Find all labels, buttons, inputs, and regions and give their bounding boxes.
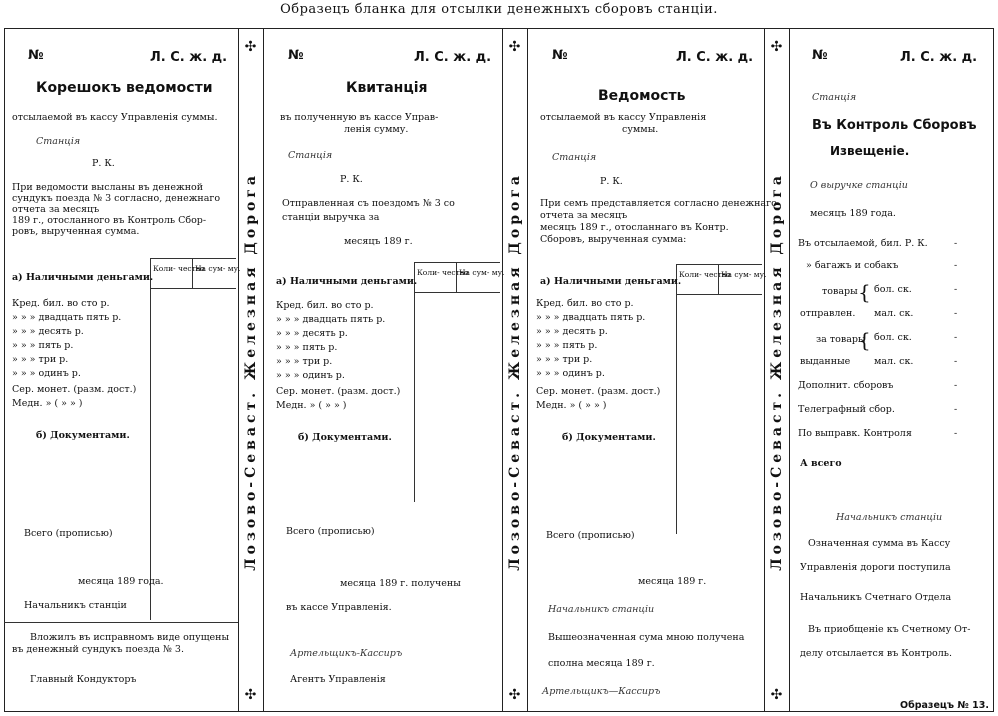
cash-label: а) Наличными деньгами. <box>276 276 418 287</box>
coin-row: Сер. монет. (разм. дост.) <box>536 386 661 397</box>
brace-icon: { <box>858 328 871 352</box>
cash-row: » » » пять р. <box>12 340 74 351</box>
date-line: месяца 189 года. <box>78 576 164 587</box>
cash-label: а) Наличными деньгами. <box>12 272 154 283</box>
dash: - <box>954 260 958 271</box>
ornament-icon: ✣ <box>770 39 783 55</box>
brace-icon: { <box>858 280 871 304</box>
notice-subitem: мал. ск. <box>874 308 914 319</box>
note-line: Управленія дороги поступила <box>800 562 951 573</box>
receipt-line: Вложилъ въ исправномъ виде опущены <box>30 632 230 643</box>
cash-row: » » » одинъ р. <box>536 368 605 379</box>
section-heading: Ведомость <box>598 88 686 104</box>
dash: - <box>954 380 958 391</box>
cash-row: » » » три р. <box>536 354 593 365</box>
cash-row: » » » три р. <box>276 356 333 367</box>
body-line: отчета за месяцъ <box>540 210 628 221</box>
road-band-2 <box>502 28 527 712</box>
cash-row: » » » десять р. <box>276 328 348 339</box>
number-label: № <box>552 48 568 63</box>
cash-row: » » » десять р. <box>536 326 608 337</box>
table-rule <box>676 294 762 295</box>
cash-row: » » » три р. <box>12 354 69 365</box>
divider <box>263 28 264 712</box>
section-subtitle: суммы. <box>622 124 659 135</box>
cash-row: Кред. бил. во сто р. <box>12 298 110 309</box>
coin-row: Медн. » ( » » ) <box>276 400 347 411</box>
ornament-icon: ✣ <box>244 39 257 55</box>
notice-item: Телеграфный сбор. <box>798 404 895 415</box>
rubles-kopecks: Р. К. <box>340 174 363 185</box>
road-abbrev: Л. С. ж. д. <box>900 50 978 65</box>
count-header: Коли- чество <box>153 264 205 273</box>
body-line: месяцъ 189 года. <box>810 208 896 219</box>
body-line: сундукъ поезда № 3 согласно, денежнаго <box>12 193 221 204</box>
table-rule <box>414 262 500 263</box>
cash-row: » » » десять р. <box>12 326 84 337</box>
station-field[interactable]: Станція <box>812 92 857 103</box>
table-rule <box>150 258 151 620</box>
notice-item: товары <box>822 286 858 297</box>
date-line: месяца 189 г. получены <box>340 578 461 589</box>
notice-item: » багажъ и собакъ <box>806 260 899 271</box>
body-line: При ведомости высланы въ денежной <box>12 182 204 193</box>
table-rule <box>676 264 762 265</box>
section-subtitle: ленія сумму. <box>344 124 409 135</box>
cashier-signature: Артельщикъ—Кассиръ <box>542 686 661 697</box>
notice-item: за товары <box>816 334 866 345</box>
coin-row: Сер. монет. (разм. дост.) <box>276 386 401 397</box>
section-heading: Корешокъ ведомости <box>36 80 213 96</box>
body-line: При семъ представляется согласно денежнаго <box>540 198 777 209</box>
form-number: Образецъ № 13. <box>900 700 989 711</box>
count-header: Коли- чество <box>417 268 469 277</box>
notice-subitem: мал. ск. <box>874 356 914 367</box>
table-rule <box>150 258 236 259</box>
notice-subitem: бол. ск. <box>874 284 912 295</box>
road-abbrev: Л. С. ж. д. <box>414 50 492 65</box>
dash: - <box>954 284 958 295</box>
body-line: 189 г., отосланного въ Контроль Сбор- <box>12 215 207 226</box>
body-line: отчета за месяцъ <box>12 204 100 215</box>
divider <box>789 28 790 712</box>
road-name-vertical: Лозово-Севаст. Железная Дорога <box>506 171 523 571</box>
body-line: месяцъ 189 г., отосланнаго въ Контр. <box>540 222 729 233</box>
table-rule <box>676 264 677 534</box>
agent-signature: Агентъ Управленія <box>290 674 386 685</box>
notice-subitem: бол. ск. <box>874 332 912 343</box>
chief-label: Начальникъ станціи <box>24 600 127 611</box>
body-line: станціи выручка за <box>282 212 380 223</box>
dash: - <box>954 356 958 367</box>
cash-row: » » » двадцать пять р. <box>536 312 646 323</box>
road-name-vertical: Лозово-Севаст. Железная Дорога <box>242 171 259 571</box>
section-subtitle: въ полученную въ кассе Управ- <box>280 112 439 123</box>
body-line: ровъ, вырученная сумма. <box>12 226 140 237</box>
note-line: Въ приобщеніе къ Счетному От- <box>808 624 971 635</box>
coin-row: Сер. монет. (разм. дост.) <box>12 384 137 395</box>
body-line: О выручке станціи <box>810 180 908 191</box>
table-rule <box>414 292 500 293</box>
road-abbrev: Л. С. ж. д. <box>150 50 228 65</box>
table-rule <box>192 258 193 288</box>
total-label: Всего (прописью) <box>24 528 113 539</box>
notice-item: выданные <box>800 356 851 367</box>
table-rule <box>718 264 719 294</box>
number-label: № <box>288 48 304 63</box>
coin-row: Медн. » ( » » ) <box>536 400 607 411</box>
sum-header: На сум- му. <box>195 264 241 273</box>
receipt-line: въ денежный сундукъ поезда № 3. <box>12 644 184 655</box>
notice-item: отправлен. <box>800 308 856 319</box>
road-abbrev: Л. С. ж. д. <box>676 50 754 65</box>
road-band-1 <box>238 28 263 712</box>
road-band-3 <box>764 28 789 712</box>
road-name-vertical: Лозово-Севаст. Железная Дорога <box>768 171 785 571</box>
section-subtitle: отсылаемой въ кассу Управленія суммы. <box>12 112 218 123</box>
body-line: Отправленная съ поездомъ № 3 со <box>282 198 455 209</box>
section-heading: Извещеніе. <box>830 144 910 158</box>
table-rule <box>150 288 236 289</box>
signature-label: Главный Кондукторъ <box>30 674 137 685</box>
ornament-icon: ✣ <box>508 39 521 55</box>
count-header: Коли- чество <box>679 270 731 279</box>
chief-label: Начальникъ станціи <box>548 604 655 615</box>
note-line: Означенная сумма въ Кассу <box>808 538 951 549</box>
dash: - <box>954 404 958 415</box>
page-title: Образецъ бланка для отсылки денежныхъ сборовъ станціи. <box>280 2 718 17</box>
documents-label: б) Документами. <box>562 432 656 443</box>
date-line: месяца 189 г. <box>638 576 707 587</box>
documents-label: б) Документами. <box>298 432 392 443</box>
body-line: Сборовъ, вырученная сумма: <box>540 234 687 245</box>
received-line: Вышеозначенная сума мною получена <box>548 632 745 643</box>
rubles-kopecks: Р. К. <box>92 158 115 169</box>
total-label: Всего (прописью) <box>286 526 375 537</box>
ornament-icon: ✣ <box>508 687 521 703</box>
section-subtitle: отсылаемой въ кассу Управленія <box>540 112 707 123</box>
cash-row: » » » одинъ р. <box>12 368 81 379</box>
note-line: Начальникъ Счетнаго Отдела <box>800 592 952 603</box>
cash-row: » » » двадцать пять р. <box>276 314 386 325</box>
table-rule <box>456 262 457 292</box>
received-line: сполна месяца 189 г. <box>548 658 655 669</box>
station-field[interactable]: Станція <box>552 152 597 163</box>
section-heading: Въ Контроль Сборовъ <box>812 118 977 133</box>
body-line: месяцъ 189 г. <box>344 236 413 247</box>
coin-row: Медн. » ( » » ) <box>12 398 83 409</box>
dash: - <box>954 428 958 439</box>
date-line: въ кассе Управленія. <box>286 602 392 613</box>
dash: - <box>954 238 958 249</box>
cash-row: » » » пять р. <box>536 340 598 351</box>
dash: - <box>954 332 958 343</box>
rk-line: Въ отсылаемой, бил. Р. К. <box>798 238 928 249</box>
cash-row: » » » двадцать пять р. <box>12 312 122 323</box>
cash-row: Кред. бил. во сто р. <box>536 298 634 309</box>
cash-row: Кред. бил. во сто р. <box>276 300 374 311</box>
notice-item: По выправк. Контроля <box>798 428 912 439</box>
number-label: № <box>812 48 828 63</box>
cash-row: » » » пять р. <box>276 342 338 353</box>
station-field[interactable]: Станція <box>36 136 81 147</box>
number-label: № <box>28 48 44 63</box>
section-rule <box>4 622 238 623</box>
ornament-icon: ✣ <box>244 687 257 703</box>
sum-header: На сум- му. <box>721 270 767 279</box>
cash-row: » » » одинъ р. <box>276 370 345 381</box>
total-label: А всего <box>800 458 842 469</box>
divider <box>527 28 528 712</box>
documents-label: б) Документами. <box>36 430 130 441</box>
section-heading: Квитанція <box>346 80 428 96</box>
station-field[interactable]: Станція <box>288 150 333 161</box>
chief-label: Начальникъ станціи <box>836 512 943 523</box>
notice-item: Дополнит. сборовъ <box>798 380 894 391</box>
table-rule <box>414 262 415 502</box>
note-line: делу отсылается въ Контроль. <box>800 648 952 659</box>
rubles-kopecks: Р. К. <box>600 176 623 187</box>
total-label: Всего (прописью) <box>546 530 635 541</box>
dash: - <box>954 308 958 319</box>
cash-label: а) Наличными деньгами. <box>540 276 682 287</box>
sum-header: На сум- му. <box>459 268 505 277</box>
cashier-signature: Артельщикъ-Кассиръ <box>290 648 403 659</box>
ornament-icon: ✣ <box>770 687 783 703</box>
